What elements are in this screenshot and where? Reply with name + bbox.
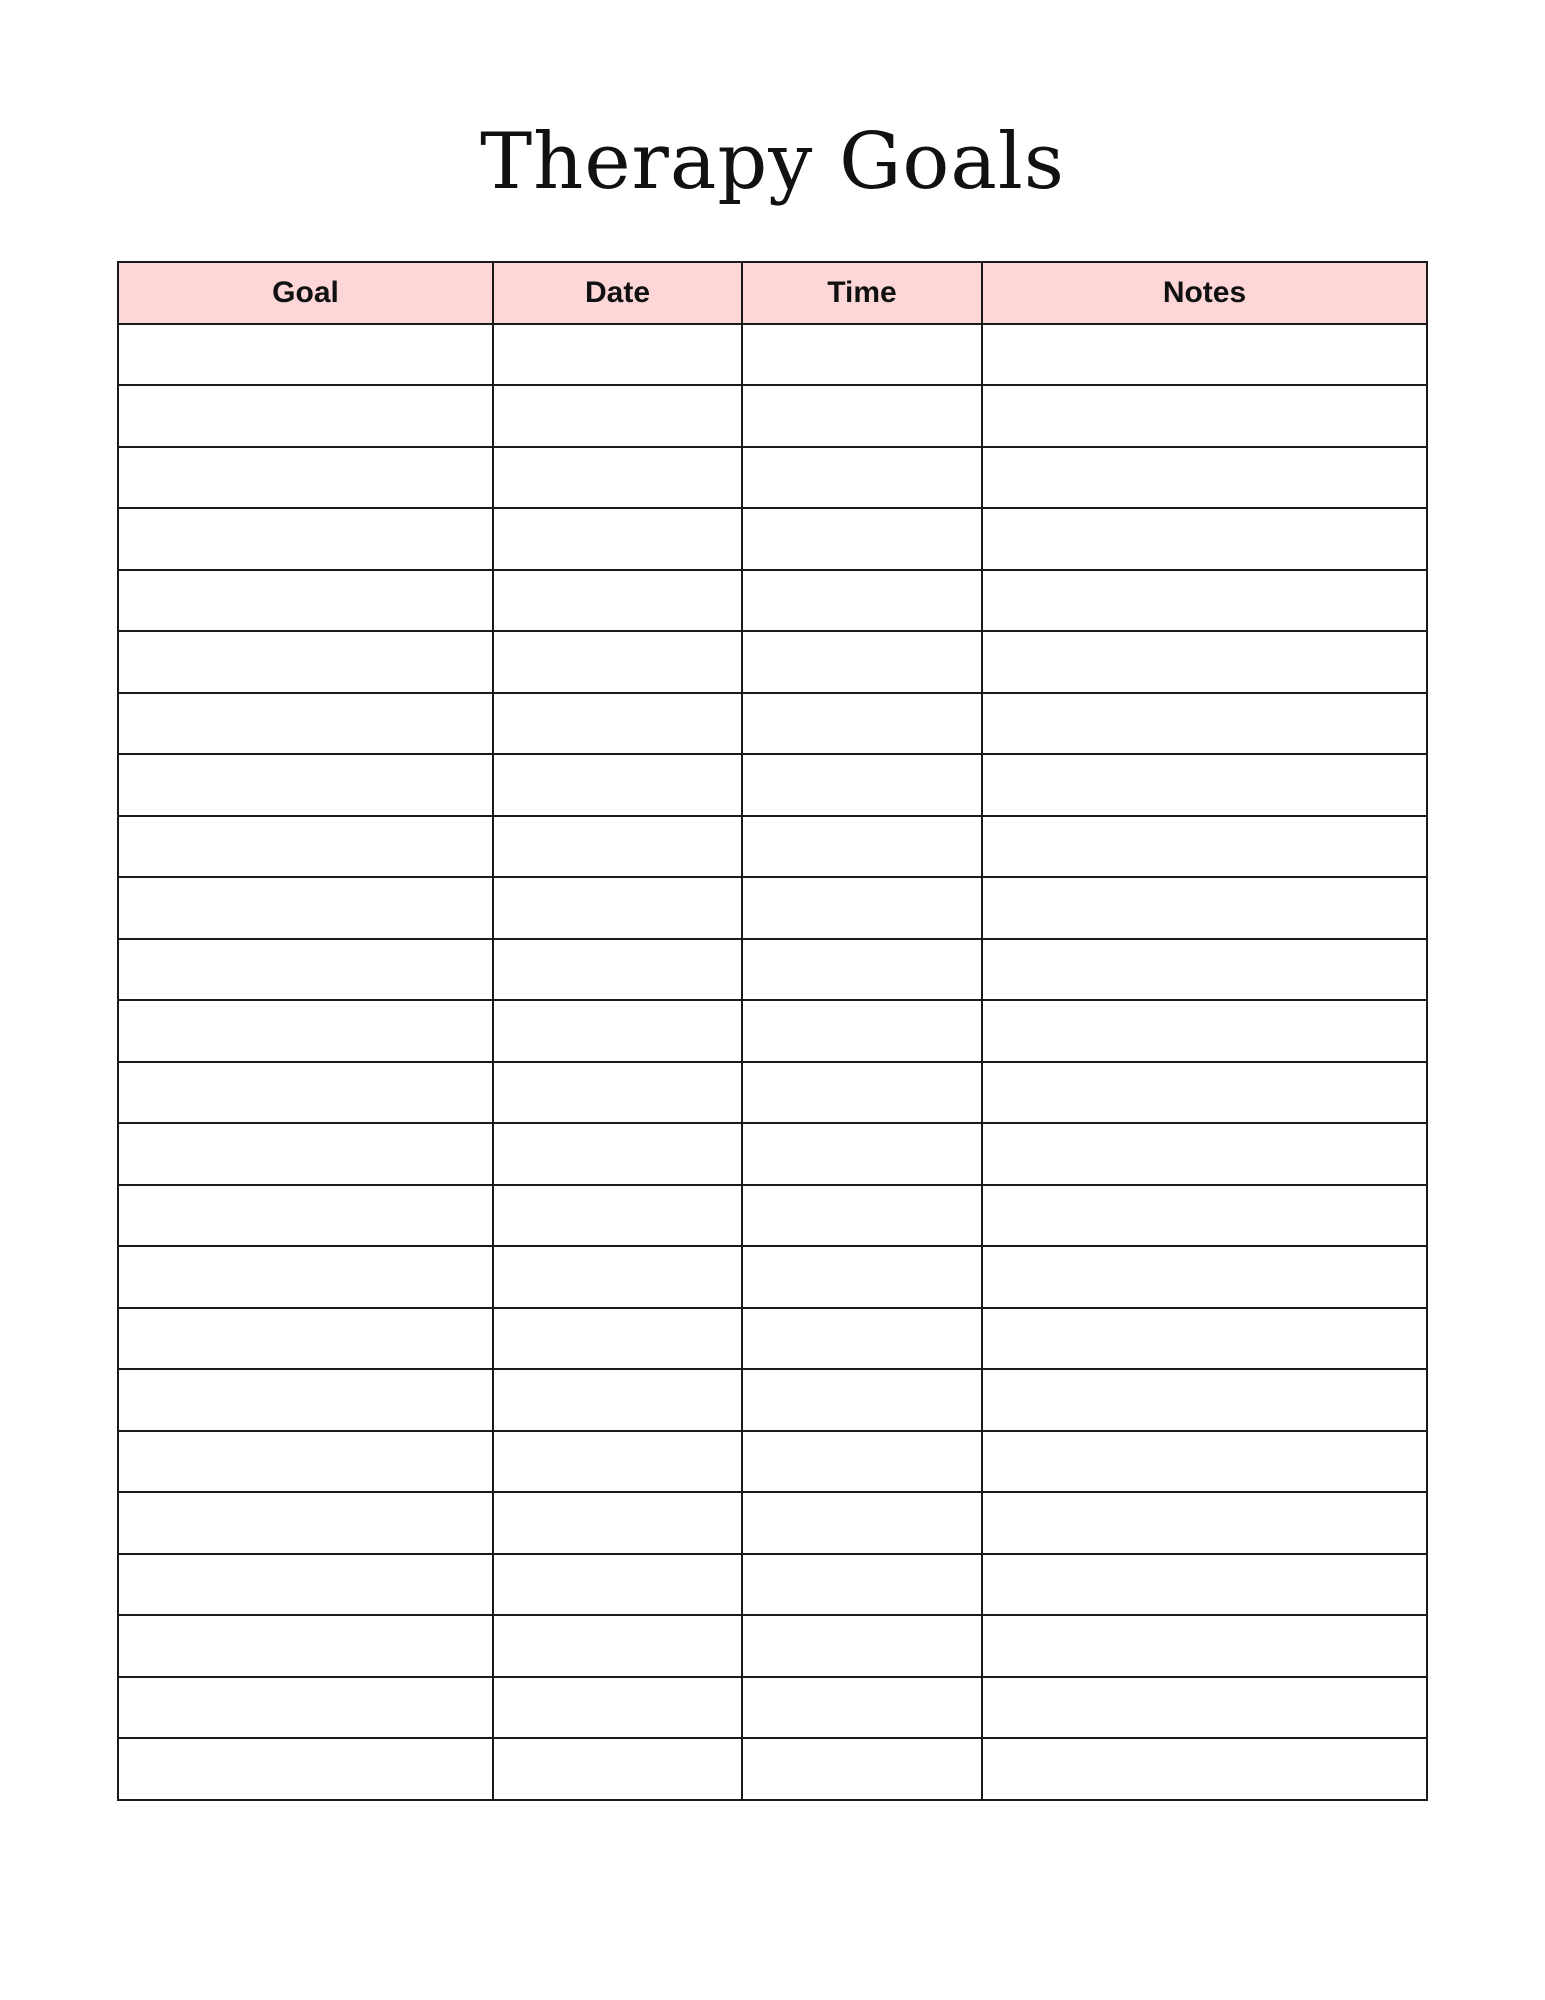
cell-date[interactable] bbox=[493, 693, 742, 755]
cell-notes[interactable] bbox=[982, 1738, 1427, 1800]
cell-date[interactable] bbox=[493, 447, 742, 509]
table-row bbox=[118, 1185, 1427, 1247]
cell-time[interactable] bbox=[742, 385, 982, 447]
cell-time[interactable] bbox=[742, 447, 982, 509]
table-row bbox=[118, 816, 1427, 878]
cell-date[interactable] bbox=[493, 324, 742, 386]
table-row bbox=[118, 570, 1427, 632]
cell-goal[interactable] bbox=[118, 1492, 493, 1554]
column-header-goal: Goal bbox=[118, 262, 493, 324]
cell-notes[interactable] bbox=[982, 1677, 1427, 1739]
cell-notes[interactable] bbox=[982, 570, 1427, 632]
table-row bbox=[118, 1246, 1427, 1308]
cell-time[interactable] bbox=[742, 1062, 982, 1124]
cell-notes[interactable] bbox=[982, 693, 1427, 755]
cell-time[interactable] bbox=[742, 1369, 982, 1431]
cell-notes[interactable] bbox=[982, 1000, 1427, 1062]
cell-time[interactable] bbox=[742, 1246, 982, 1308]
cell-date[interactable] bbox=[493, 631, 742, 693]
cell-date[interactable] bbox=[493, 1615, 742, 1677]
table-row bbox=[118, 877, 1427, 939]
cell-notes[interactable] bbox=[982, 1246, 1427, 1308]
table-row bbox=[118, 1738, 1427, 1800]
cell-time[interactable] bbox=[742, 816, 982, 878]
cell-goal[interactable] bbox=[118, 816, 493, 878]
cell-goal[interactable] bbox=[118, 1554, 493, 1616]
table-row bbox=[118, 1062, 1427, 1124]
cell-date[interactable] bbox=[493, 1431, 742, 1493]
cell-goal[interactable] bbox=[118, 1246, 493, 1308]
cell-goal[interactable] bbox=[118, 631, 493, 693]
table-row bbox=[118, 1615, 1427, 1677]
cell-goal[interactable] bbox=[118, 1738, 493, 1800]
cell-goal[interactable] bbox=[118, 385, 493, 447]
cell-notes[interactable] bbox=[982, 1062, 1427, 1124]
table-row bbox=[118, 754, 1427, 816]
cell-date[interactable] bbox=[493, 1369, 742, 1431]
cell-notes[interactable] bbox=[982, 385, 1427, 447]
cell-notes[interactable] bbox=[982, 508, 1427, 570]
cell-date[interactable] bbox=[493, 1000, 742, 1062]
cell-time[interactable] bbox=[742, 693, 982, 755]
cell-time[interactable] bbox=[742, 1554, 982, 1616]
cell-date[interactable] bbox=[493, 816, 742, 878]
cell-time[interactable] bbox=[742, 1185, 982, 1247]
cell-goal[interactable] bbox=[118, 877, 493, 939]
cell-goal[interactable] bbox=[118, 939, 493, 1001]
cell-goal[interactable] bbox=[118, 1431, 493, 1493]
cell-date[interactable] bbox=[493, 1062, 742, 1124]
cell-time[interactable] bbox=[742, 1615, 982, 1677]
table-row bbox=[118, 631, 1427, 693]
goals-table bbox=[117, 261, 1428, 1801]
cell-time[interactable] bbox=[742, 508, 982, 570]
cell-date[interactable] bbox=[493, 1492, 742, 1554]
cell-notes[interactable] bbox=[982, 877, 1427, 939]
table-row bbox=[118, 1369, 1427, 1431]
cell-time[interactable] bbox=[742, 1308, 982, 1370]
cell-time[interactable] bbox=[742, 1000, 982, 1062]
cell-goal[interactable] bbox=[118, 693, 493, 755]
table-row bbox=[118, 1677, 1427, 1739]
cell-goal[interactable] bbox=[118, 447, 493, 509]
table-row bbox=[118, 693, 1427, 755]
cell-time[interactable] bbox=[742, 1677, 982, 1739]
cell-date[interactable] bbox=[493, 877, 742, 939]
cell-time[interactable] bbox=[742, 1492, 982, 1554]
table-row bbox=[118, 1000, 1427, 1062]
table-header-row bbox=[118, 262, 1427, 324]
cell-date[interactable] bbox=[493, 1677, 742, 1739]
cell-goal[interactable] bbox=[118, 1185, 493, 1247]
table-row bbox=[118, 1308, 1427, 1370]
cell-date[interactable] bbox=[493, 939, 742, 1001]
cell-time[interactable] bbox=[742, 939, 982, 1001]
cell-date[interactable] bbox=[493, 570, 742, 632]
cell-goal[interactable] bbox=[118, 1123, 493, 1185]
cell-goal[interactable] bbox=[118, 1677, 493, 1739]
cell-notes[interactable] bbox=[982, 1492, 1427, 1554]
page-title: Therapy Goals bbox=[480, 117, 1065, 207]
cell-notes[interactable] bbox=[982, 1185, 1427, 1247]
cell-date[interactable] bbox=[493, 385, 742, 447]
table-row bbox=[118, 447, 1427, 509]
cell-notes[interactable] bbox=[982, 1554, 1427, 1616]
cell-goal[interactable] bbox=[118, 1000, 493, 1062]
cell-notes[interactable] bbox=[982, 1431, 1427, 1493]
cell-date[interactable] bbox=[493, 508, 742, 570]
cell-time[interactable] bbox=[742, 754, 982, 816]
cell-notes[interactable] bbox=[982, 816, 1427, 878]
cell-time[interactable] bbox=[742, 877, 982, 939]
cell-date[interactable] bbox=[493, 754, 742, 816]
cell-notes[interactable] bbox=[982, 1123, 1427, 1185]
table-body bbox=[118, 324, 1427, 1800]
cell-date[interactable] bbox=[493, 1185, 742, 1247]
table-row bbox=[118, 1123, 1427, 1185]
cell-goal[interactable] bbox=[118, 1369, 493, 1431]
table-row bbox=[118, 508, 1427, 570]
cell-notes[interactable] bbox=[982, 324, 1427, 386]
column-header-notes: Notes bbox=[982, 262, 1427, 324]
cell-date[interactable] bbox=[493, 1246, 742, 1308]
cell-date[interactable] bbox=[493, 1554, 742, 1616]
cell-time[interactable] bbox=[742, 1738, 982, 1800]
cell-time[interactable] bbox=[742, 1123, 982, 1185]
cell-goal[interactable] bbox=[118, 1062, 493, 1124]
column-header-time: Time bbox=[742, 262, 982, 324]
cell-goal[interactable] bbox=[118, 570, 493, 632]
table-row bbox=[118, 1431, 1427, 1493]
cell-time[interactable] bbox=[742, 1431, 982, 1493]
cell-time[interactable] bbox=[742, 570, 982, 632]
cell-time[interactable] bbox=[742, 631, 982, 693]
cell-notes[interactable] bbox=[982, 1308, 1427, 1370]
cell-date[interactable] bbox=[493, 1123, 742, 1185]
table-row bbox=[118, 1554, 1427, 1616]
cell-date[interactable] bbox=[493, 1738, 742, 1800]
cell-goal[interactable] bbox=[118, 1308, 493, 1370]
cell-notes[interactable] bbox=[982, 754, 1427, 816]
cell-goal[interactable] bbox=[118, 508, 493, 570]
cell-goal[interactable] bbox=[118, 754, 493, 816]
column-header-date: Date bbox=[493, 262, 742, 324]
cell-notes[interactable] bbox=[982, 1615, 1427, 1677]
cell-notes[interactable] bbox=[982, 631, 1427, 693]
cell-notes[interactable] bbox=[982, 447, 1427, 509]
cell-notes[interactable] bbox=[982, 939, 1427, 1001]
cell-goal[interactable] bbox=[118, 324, 493, 386]
table-row bbox=[118, 939, 1427, 1001]
table-row bbox=[118, 324, 1427, 386]
cell-time[interactable] bbox=[742, 324, 982, 386]
table-row bbox=[118, 1492, 1427, 1554]
table-row bbox=[118, 385, 1427, 447]
cell-notes[interactable] bbox=[982, 1369, 1427, 1431]
cell-date[interactable] bbox=[493, 1308, 742, 1370]
cell-goal[interactable] bbox=[118, 1615, 493, 1677]
